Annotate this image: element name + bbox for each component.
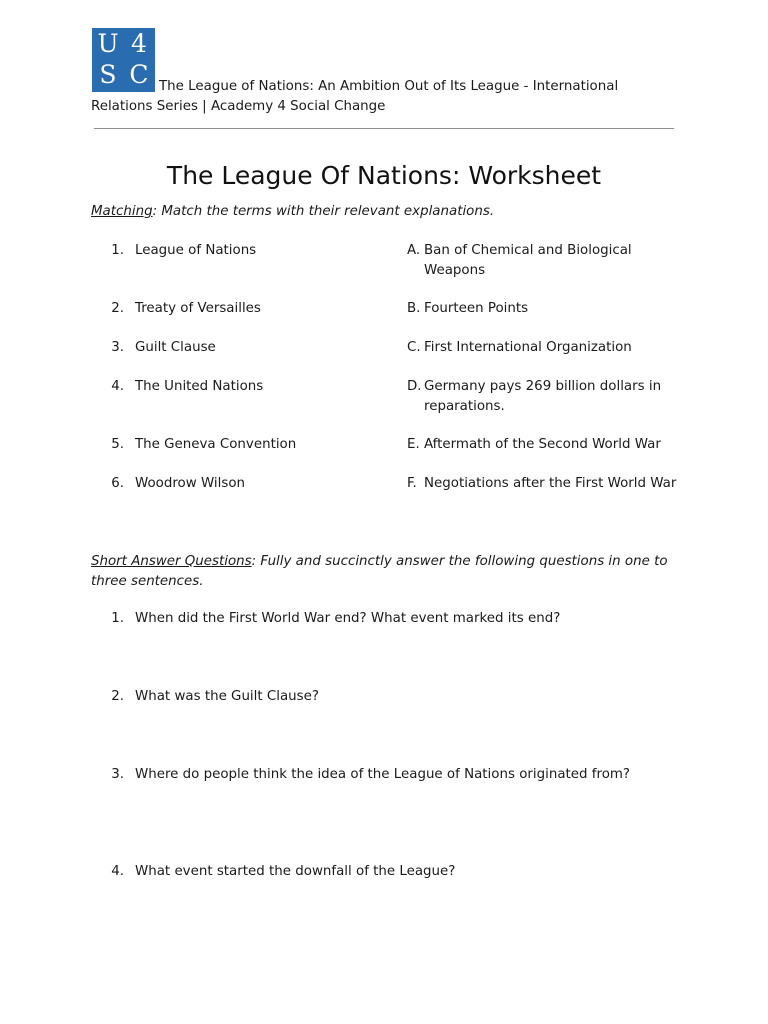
matching-definition-f <box>407 474 677 494</box>
term-text: League of Nations <box>135 243 257 258</box>
matching-instruction-text: : Match the terms with their relevant explanations. <box>152 204 495 219</box>
definition-text: Ban of Chemical and Biological Weapons <box>424 243 632 278</box>
question-number: 2. <box>111 689 124 704</box>
matching-definition-e <box>407 435 677 455</box>
term-text: The United Nations <box>135 379 264 394</box>
question-text: When did the First World War end? What event marked its end? <box>135 611 561 626</box>
question-number: 1. <box>111 611 124 626</box>
definition-text: Germany pays 269 billion dollars in reparations. <box>424 379 662 414</box>
matching-definition-a <box>407 241 677 280</box>
matching-definition-c <box>407 338 677 358</box>
term-number: 1. <box>111 243 124 258</box>
header-divider <box>94 128 674 129</box>
term-text: The Geneva Convention <box>135 437 297 452</box>
term-number: 6. <box>111 476 124 491</box>
definition-letter: D. <box>407 379 422 394</box>
logo-letter-s: S <box>99 60 117 89</box>
definition-text: Negotiations after the First World War <box>424 476 677 491</box>
document-header: The League of Nations: An Ambition Out of Its League - International Relations Series | Academy 4 Social Change <box>91 79 619 114</box>
term-text: Guilt Clause <box>135 340 216 355</box>
definition-letter: C. <box>407 340 421 355</box>
definition-text: Fourteen Points <box>424 301 529 316</box>
definition-letter: B. <box>407 301 421 316</box>
short-answer-instruction-text: : Fully and succinctly answer the following questions in one to three sentences. <box>91 554 668 589</box>
definition-letter: F. <box>407 476 417 491</box>
term-text: Treaty of Versailles <box>135 301 261 316</box>
matching-definition-b <box>407 299 677 319</box>
question-number: 3. <box>111 767 124 782</box>
logo-letter-u: U <box>97 29 119 58</box>
page-title: The League Of Nations: Worksheet <box>166 161 602 190</box>
term-number: 2. <box>111 301 124 316</box>
definition-text: First International Organization <box>424 340 632 355</box>
definition-text: Aftermath of the Second World War <box>424 437 661 452</box>
question-number: 4. <box>111 864 124 879</box>
question-text: Where do people think the idea of the League of Nations originated from? <box>135 767 631 782</box>
definition-letter: A. <box>407 243 421 258</box>
term-number: 3. <box>111 340 124 355</box>
question-text: What was the Guilt Clause? <box>135 689 319 704</box>
matching-definition-d <box>407 377 677 416</box>
logo-letter-4: 4 <box>131 29 147 58</box>
term-number: 5. <box>111 437 124 452</box>
term-text: Woodrow Wilson <box>135 476 245 491</box>
logo-letter-c: C <box>129 60 149 89</box>
term-number: 4. <box>111 379 124 394</box>
short-answer-instructions <box>91 552 681 591</box>
matching-label: Matching <box>91 204 153 219</box>
question-text: What event started the downfall of the League? <box>135 864 456 879</box>
matching-instructions <box>91 202 494 222</box>
definition-letter: E. <box>407 437 420 452</box>
short-answer-label: Short Answer Questions <box>91 554 252 569</box>
